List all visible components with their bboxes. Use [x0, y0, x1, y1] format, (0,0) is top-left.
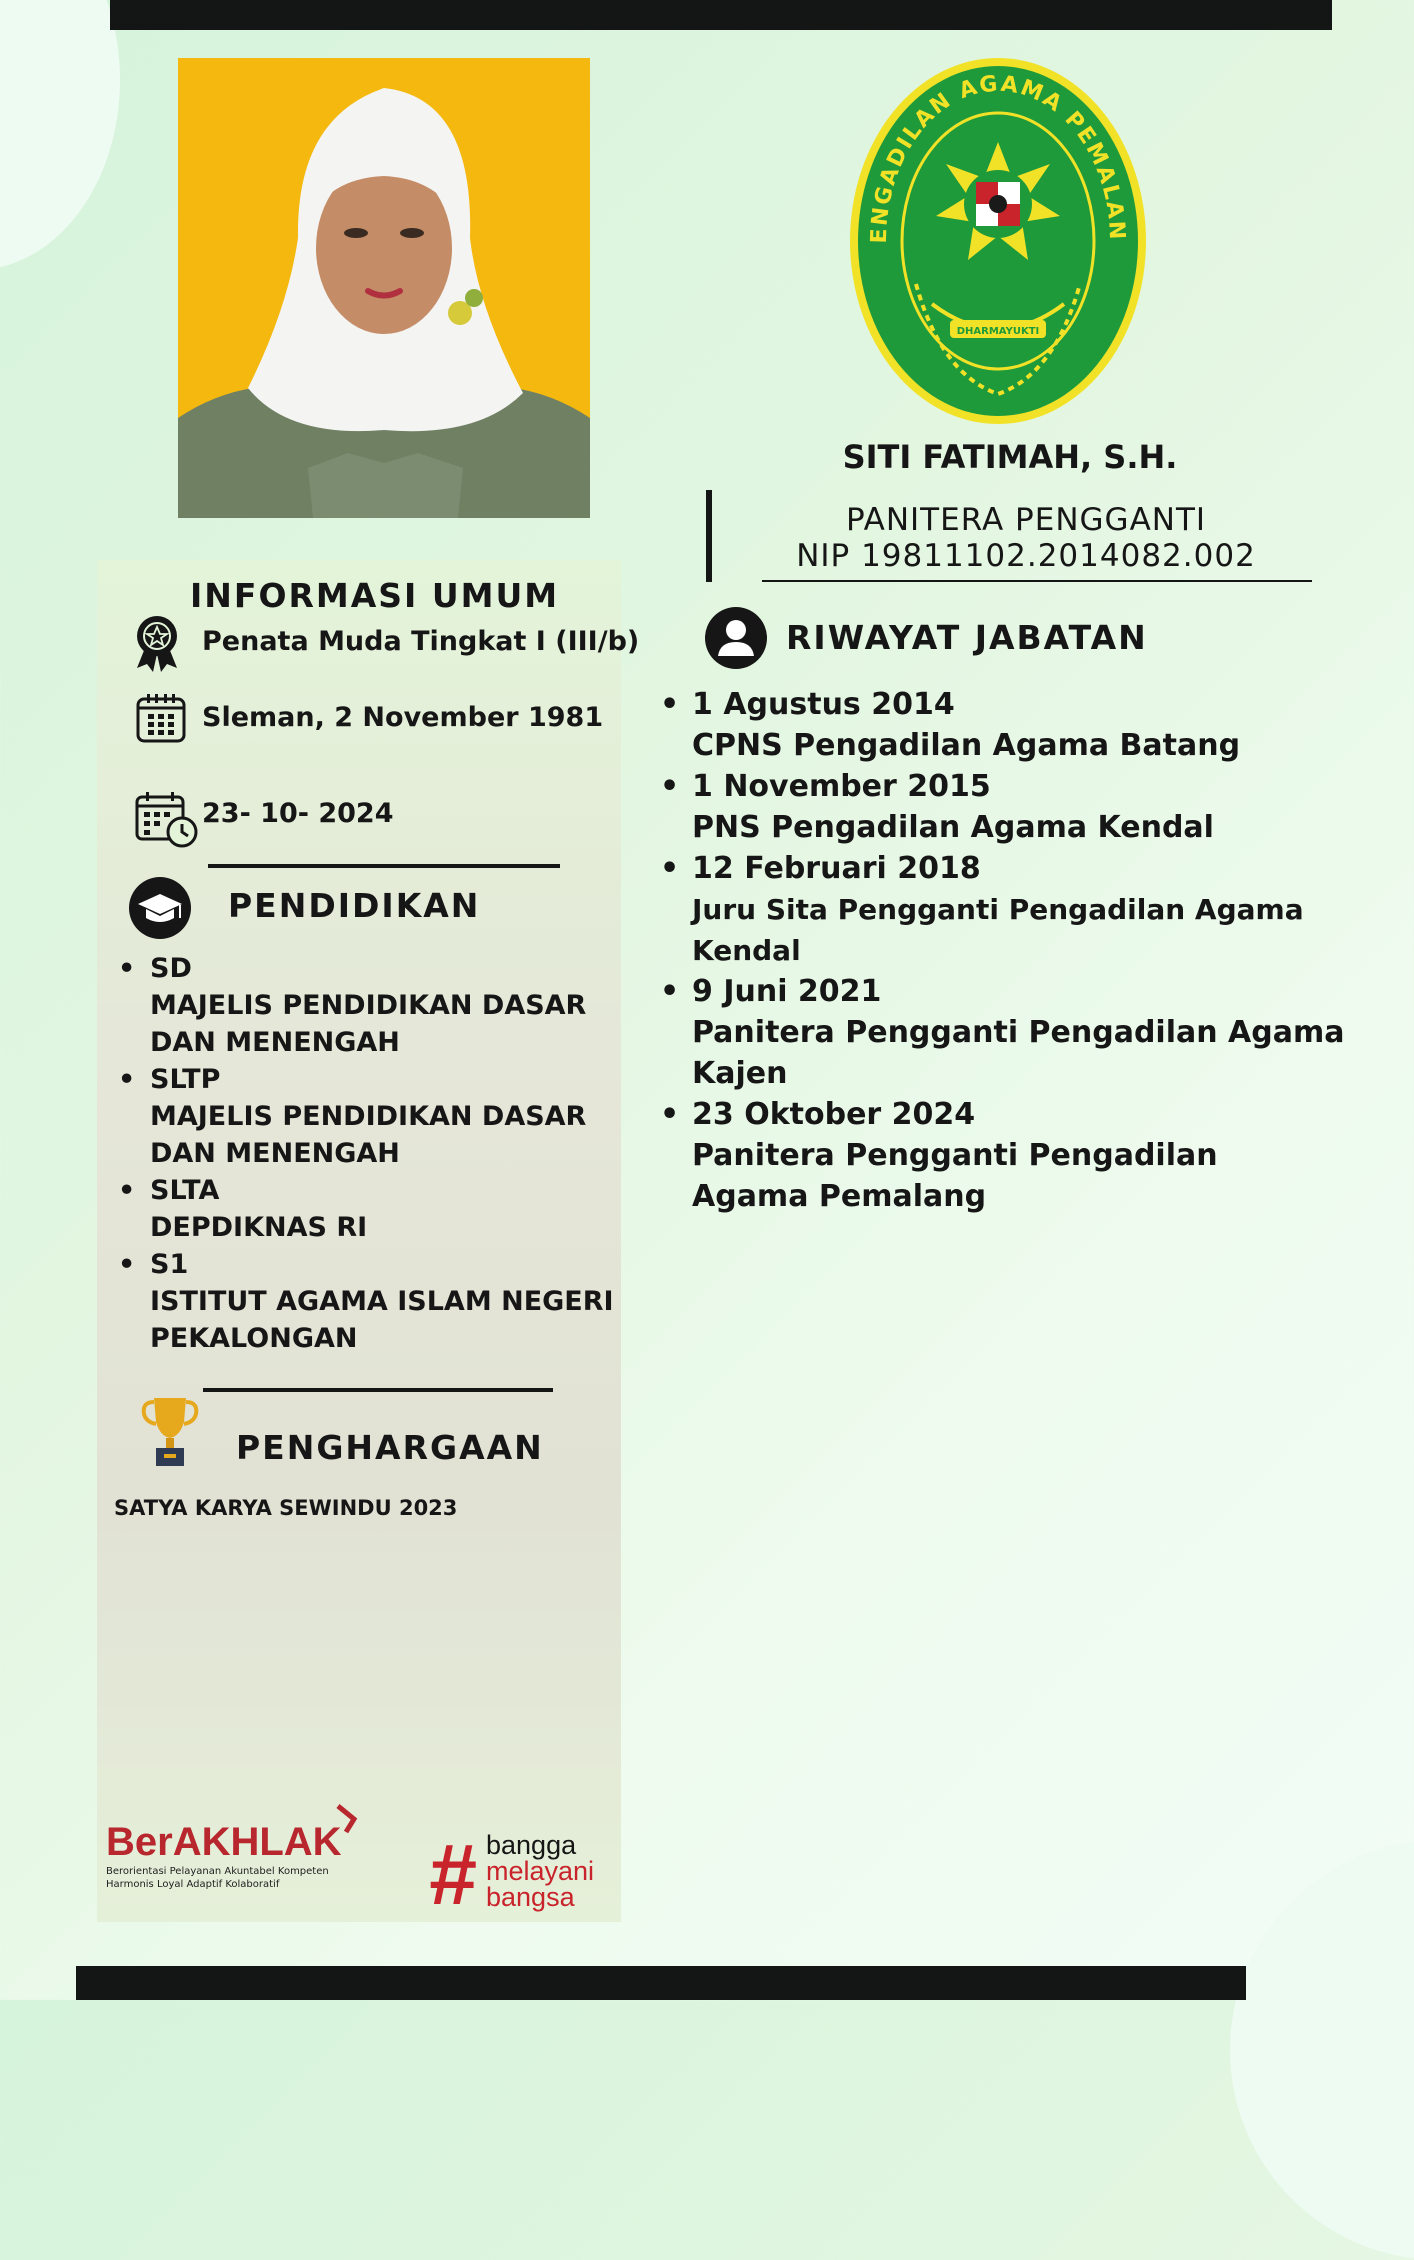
svg-text:PENGADILAN AGAMA PEMALANG: ENGADILAN AGAMA PEMALAN [866, 71, 1130, 244]
court-emblem [846, 54, 1150, 428]
role-box [706, 490, 1308, 582]
decor-circle-bottom-right [1230, 1840, 1414, 2260]
berakhlak-wordmark: BerAKHLAK [106, 1820, 342, 1864]
hashtag-mark: # [428, 1827, 476, 1923]
role-text [746, 502, 1306, 574]
employee-name: SITI FATIMAH, S.H. [842, 438, 1178, 476]
penghargaan-title: PENGHARGAAN [236, 1428, 544, 1467]
berakhlak-line-2: Harmonis Loyal Adaptif Kolaboratif [106, 1879, 280, 1890]
bangga-word: bangga [486, 1830, 577, 1860]
list-item: • SLTA DEPDIKNAS RI [118, 1172, 638, 1246]
list-item: • S1 ISTITUT AGAMA ISLAM NEGERI PEKALONGAN [118, 1246, 638, 1357]
pendidikan-title: PENDIDIKAN [228, 886, 481, 925]
trophy-icon [140, 1392, 200, 1474]
separator-2 [203, 1388, 553, 1392]
birth-text: Sleman, 2 November 1981 [202, 702, 604, 733]
list-item: • 12 Februari 2018 Juru Sita Pengganti Pengadilan Agama Kendal [660, 848, 1414, 971]
list-item: • 23 Oktober 2024 Panitera Pengganti Pengadilan Agama Pemalang [660, 1094, 1414, 1217]
svg-text:DHARMAYUKTI: DHARMAYUKTI [956, 326, 1040, 337]
medal-icon [133, 614, 181, 676]
list-item: • 1 November 2015 PNS Pengadilan Agama Kendal [660, 766, 1414, 848]
rank-text: Penata Muda Tingkat I (III/b) [202, 626, 640, 657]
riwayat-title: RIWAYAT JABATAN [786, 618, 1148, 657]
berakhlak-line-1: Berorientasi Pelayanan Akuntabel Kompeten [106, 1866, 329, 1877]
list-item: • 9 Juni 2021 Panitera Pengganti Pengadilan Agama Kajen [660, 971, 1414, 1094]
info-umum-title: INFORMASI UMUM [190, 576, 560, 615]
role-underline [762, 580, 1312, 582]
position-title: PANITERA PENGGANTI [845, 502, 1207, 538]
education-list [118, 950, 638, 1357]
bottom-bar [76, 1966, 1246, 2000]
role-vertical-line [706, 490, 712, 582]
list-item: • SLTP MAJELIS PENDIDIKAN DASAR DAN MENENGAH [118, 1061, 638, 1172]
bangsa-word: bangsa [486, 1882, 575, 1912]
list-item: • 1 Agustus 2014 CPNS Pengadilan Agama Batang [660, 684, 1414, 766]
chevron-right-icon [332, 1804, 362, 1834]
calendar-clock-icon [134, 790, 198, 852]
nip-number: NIP 19811102.2014082.002 [796, 538, 1256, 574]
list-item: • SD MAJELIS PENDIDIKAN DASAR DAN MENENGAH [118, 950, 638, 1061]
profile-photo [178, 58, 590, 518]
court-emblem-logo [846, 54, 1150, 428]
graduation-cap-icon [128, 876, 192, 944]
job-history-list [660, 684, 1414, 1217]
award-item: SATYA KARYA SEWINDU 2023 [114, 1496, 458, 1520]
separator-1 [208, 864, 560, 868]
decor-circle-top-left [0, 0, 120, 270]
date-text: 23- 10- 2024 [202, 798, 394, 829]
calendar-icon [135, 692, 187, 748]
portrait-illustration [178, 58, 590, 518]
melayani-word: melayani [486, 1856, 595, 1886]
user-icon [704, 606, 768, 674]
berakhlak-logo [106, 1820, 342, 1891]
top-bar [110, 0, 1332, 30]
